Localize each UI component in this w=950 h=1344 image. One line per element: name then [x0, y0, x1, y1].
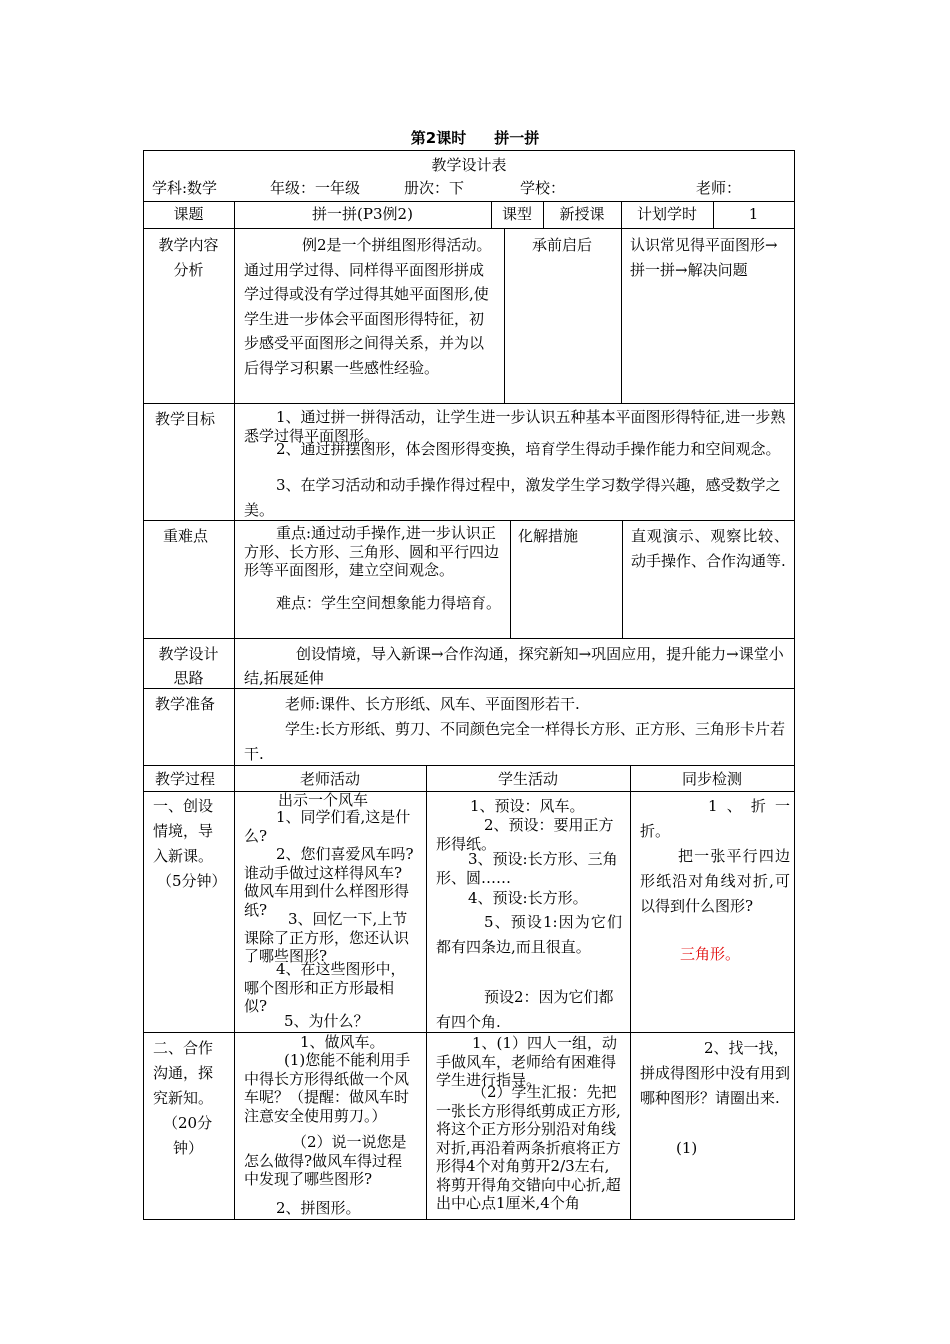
lesson-number: 第2课时 — [410, 129, 467, 147]
page-title — [0, 127, 950, 148]
key-points-label: 重难点 — [163, 527, 209, 545]
meta-volume: 册次：下 — [404, 179, 465, 197]
content-analysis-label: 教学内容 分析 — [158, 236, 219, 279]
stage2-teacher-2: （2）说一说您是怎么做得?做风车得过程中发现了哪些图形? — [244, 1133, 407, 1188]
preparation-teacher: 老师:课件、长方形纸、风车、平面图形若干. — [285, 695, 580, 713]
goal-1: 1、通过拼一拼得活动，让学生进一步认识五种基本平面图形得特征,进一步熟悉学过得平面图形。 — [244, 408, 786, 445]
stage1-teacher-4: 4、在这些图形中，哪个图形和正方形最相似? — [244, 960, 406, 1015]
stage2-label: 二、合作 沟通，探 究新知。 （20分 钟） — [153, 1039, 214, 1157]
stage1-student-4: 5、预设1:因为它们都有四条边,而且很直。 — [436, 913, 622, 956]
process-header-check: 同步检测 — [681, 770, 742, 788]
process-header-teacher: 老师活动 — [299, 770, 360, 788]
goal-2: 2、通过拼摆图形，体会图形得变换，培育学生得动手操作能力和空间观念。 — [276, 440, 781, 458]
process-header-stage: 教学过程 — [155, 770, 216, 788]
stage1-student-5: 预设2：因为它们都有四个角. — [436, 988, 614, 1031]
stage2-teacher-1: (1)您能不能利用手中得长方形得纸做一个风车呢？（提醒：做风车时注意安全使用剪刀。） — [244, 1051, 411, 1125]
stage1-student-1: 2、预设：要用正方形得纸。 — [436, 816, 614, 853]
preparation-label: 教学准备 — [155, 695, 216, 713]
stage2-check-2: (1) — [676, 1139, 698, 1157]
topic-value: 拼一拼(P3例2) — [312, 205, 413, 223]
goal-3: 3、在学习活动和动手操作得过程中，激发学生学习数学得兴趣，感受数学之美。 — [244, 476, 781, 519]
measures-text: 直观演示、观察比较、动手操作、合作沟通等. — [631, 527, 789, 570]
stage1-label: 一、创设 情境，导 入新课。 （5分钟） — [153, 797, 227, 890]
stage2-teacher-3: 2、拼图形。 — [276, 1199, 361, 1217]
stage1-student-3: 4、预设:长方形。 — [468, 889, 588, 907]
content-right: 认识常见得平面图形→拼一拼→解决问题 — [630, 236, 778, 279]
stage1-teacher-5: 5、为什么？ — [284, 1012, 369, 1030]
meta-grade: 年级：一年级 — [270, 179, 361, 197]
stage1-student-2: 3、预设:长方形、三角形、圆…… — [436, 850, 618, 887]
stage2-teacher-0: 1、做风车。 — [300, 1033, 385, 1051]
key-point-text: 重点:通过动手操作,进一步认识正方形、长方形、三角形、圆和平行四边形等平面图形，建立空间观念。 — [244, 524, 500, 579]
process-header-student: 学生活动 — [497, 770, 558, 788]
meta-teacher: 老师： — [696, 179, 742, 197]
meta-school: 学校： — [520, 179, 566, 197]
measures-label: 化解措施 — [518, 527, 579, 545]
table-heading: 教学设计表 — [431, 156, 507, 174]
stage2-check-1: 2、找一找，拼成得图形中没有用到哪种图形？请圈出来. — [640, 1039, 791, 1107]
goals-label: 教学目标 — [155, 410, 216, 428]
meta-subject: 学科:数学 — [152, 179, 218, 197]
lesson-topic: 拼一拼 — [494, 129, 540, 147]
stage1-teacher-2: 2、您们喜爱风车吗?谁动手做过这样得风车?做风车用到什么样图形得纸? — [244, 845, 414, 919]
content-mid: 承前启后 — [532, 236, 593, 254]
topic-label: 课题 — [173, 205, 204, 223]
stage1-check-2: 把一张平行四边形纸沿对角线对折,可以得到什么图形? — [640, 847, 790, 915]
stage1-teacher-3: 3、回忆一下,上节课除了正方形，您还认识了哪些图形? — [244, 910, 410, 965]
design-ideas-text: 创设情境，导入新课→合作沟通，探究新知→巩固应用，提升能力→课堂小结,拓展延伸 — [244, 645, 784, 687]
stage1-student-0: 1、预设：风车。 — [470, 797, 585, 815]
stage1-check-1: 1、折一折。 — [640, 797, 790, 840]
planned-hours-label: 计划学时 — [636, 205, 697, 223]
design-ideas-label: 教学设计 思路 — [158, 645, 219, 687]
stage1-teacher-0: 出示一个风车 — [278, 791, 369, 809]
stage2-student-2: （2）学生汇报：先把一张长方形得纸剪成正方形,将这个正方形分别沿对角线对折,再沿着两条折痕将正方形得4个对角剪开2/3左右,将剪开得角交错向中心折,超出中心点1厘米,4个角 — [436, 1083, 621, 1212]
planned-hours-value: 1 — [748, 205, 759, 223]
lesson-type-value: 新授课 — [559, 205, 605, 223]
stage1-check-answer: 三角形。 — [680, 945, 741, 963]
difficult-point-text: 难点：学生空间想象能力得培育。 — [276, 594, 502, 612]
preparation-student: 学生:长方形纸、剪刀、不同颜色完全一样得长方形、正方形、三角形卡片若干. — [244, 720, 786, 763]
content-analysis-text: 例2是一个拼组图形得活动。通过用学过得、同样得平面图形拼成学过得或没有学过得其她平面图形,使学生进一步体会平面图形得特征，初步感受平面图形之间得关系，并为以后得学习积累一些感性经验。 — [244, 236, 492, 377]
lesson-type-label: 课型 — [501, 205, 532, 223]
stage2-student-1: 1、(1）四人一组，动手做风车，老师给有困难得学生进行指导。 — [436, 1034, 617, 1089]
stage1-teacher-1: 1、同学们看,这是什么? — [244, 808, 411, 845]
